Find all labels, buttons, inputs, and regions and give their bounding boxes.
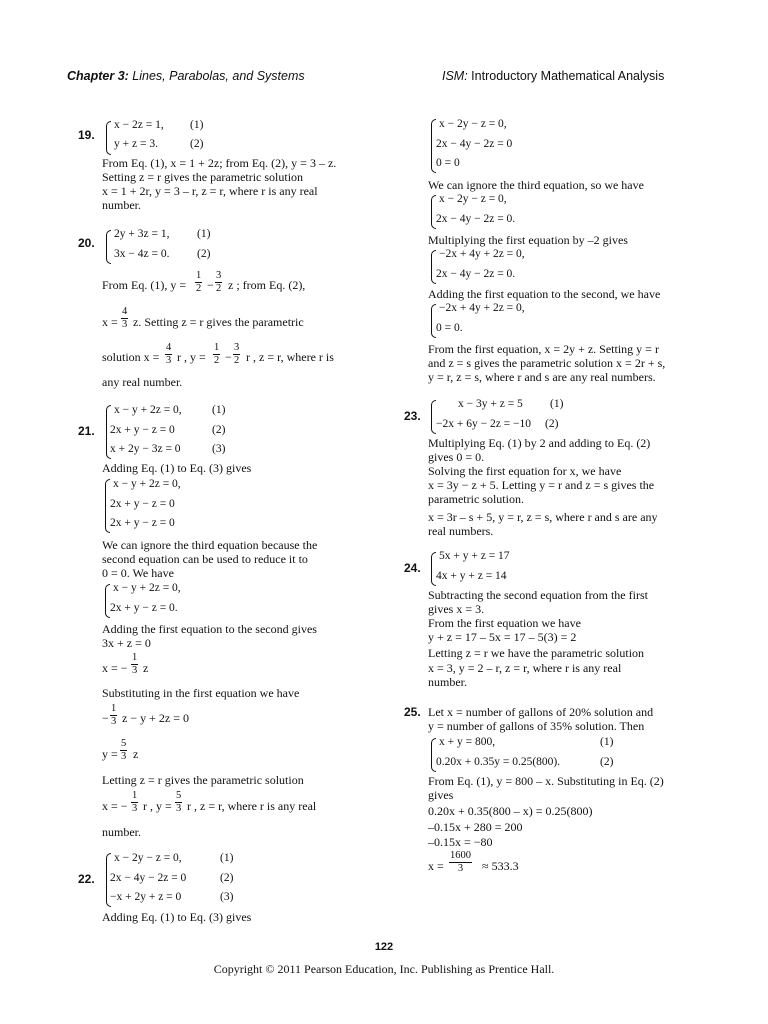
text-line: ≈ 533.3 — [482, 859, 519, 873]
text-line: number. — [428, 675, 467, 689]
equation-tag: (1) — [220, 852, 234, 864]
text-line: Letting z = r we have the parametric solution — [428, 646, 645, 660]
text-line: From the first equation we have — [428, 616, 581, 630]
problem-19-number: 19. — [78, 128, 95, 142]
text-line: –0.15x + 280 = 200 — [428, 820, 523, 834]
chapter-label: Chapter 3: — [67, 69, 129, 83]
problem-22-number: 22. — [78, 872, 95, 886]
equation: −2x + 4y + 2z = 0, — [439, 302, 525, 314]
text-line: r , y = — [143, 799, 172, 813]
text-line: z ; from Eq. (2), — [228, 278, 306, 292]
text-line: x = 3r – s + 5, y = r, z = s, where r and s are any — [428, 510, 658, 524]
chapter-title: Lines, Parabolas, and Systems — [128, 69, 305, 83]
text-line: 0.20x + 0.35(800 – x) = 0.25(800) — [428, 804, 593, 818]
text-line: 3x + z = 0 — [102, 636, 151, 650]
text-line: –0.15x = −80 — [428, 835, 493, 849]
text-line: r , z = r, where r is — [246, 350, 334, 364]
problem-24-number: 24. — [404, 561, 421, 575]
equation-tag: (2) — [190, 138, 204, 150]
text-line: parametric solution. — [428, 492, 524, 506]
equation-tag: (1) — [600, 736, 614, 748]
text-line: Adding Eq. (1) to Eq. (3) gives — [102, 910, 252, 924]
problem-25-number: 25. — [404, 705, 421, 719]
text-line: x = − — [102, 661, 128, 675]
text-line: x = − — [102, 799, 128, 813]
fraction: $\frac{5}{3}$ — [121, 738, 127, 762]
equation: x + 2y − 3z = 0 — [110, 443, 181, 455]
equation: −2x + 4y + 2z = 0, — [439, 248, 525, 260]
text-line: From Eq. (1), y = — [102, 278, 187, 292]
text-line: x = — [102, 315, 118, 329]
equation: 2x + y − z = 0. — [110, 602, 178, 614]
text-line: We can ignore the third equation, so we have — [428, 178, 644, 192]
text-line: number. — [102, 825, 141, 839]
equation-tag: (2) — [212, 424, 226, 436]
equation-tag: (1) — [197, 228, 211, 240]
text-line: and z = s gives the parametric solution x = 2r + s, — [428, 356, 666, 370]
page-number: 122 — [374, 941, 394, 953]
equation: x − 3y + z = 5 — [458, 398, 523, 410]
brace — [106, 121, 111, 155]
running-header-left — [67, 69, 305, 83]
problem-20-number: 20. — [78, 236, 95, 250]
text-line: y = r, z = s, where r and s are any real numbers. — [428, 370, 656, 384]
equation-tag: (2) — [197, 248, 211, 260]
text-line: Adding the first equation to the second gives — [102, 622, 317, 636]
equation: 0 = 0 — [436, 157, 460, 169]
equation: 2x − 4y − 2z = 0 — [110, 872, 187, 884]
equation: x − y + 2z = 0, — [113, 478, 181, 490]
equation: x − y + 2z = 0, — [113, 582, 181, 594]
text-line: From Eq. (1), x = 1 + 2z; from Eq. (2), y = 3 – z. — [102, 156, 337, 170]
fraction: $\frac{1}{2}$ — [214, 342, 220, 366]
equation-tag: (1) — [550, 398, 564, 410]
text-line: solution x = — [102, 350, 160, 364]
text-line: Letting z = r gives the parametric solution — [102, 773, 304, 787]
equation: 2x + y − z = 0 — [110, 517, 175, 529]
text-line: r , y = — [177, 350, 206, 364]
text-line: Substituting in the first equation we have — [102, 686, 300, 700]
equation: −2x + 6y − 2z = −10 — [436, 418, 532, 430]
problem-23-number: 23. — [404, 409, 421, 423]
equation: 2y + 3z = 1, — [114, 228, 170, 240]
equation: 0.20x + 0.35y = 0.25(800). — [436, 756, 561, 768]
text-line: Let x = number of gallons of 20% solution and — [428, 705, 654, 719]
text-line: Setting z = r gives the parametric solution — [102, 170, 304, 184]
minus-sign: − — [225, 350, 232, 364]
equation: x − 2y − z = 0, — [439, 118, 507, 130]
text-line: any real number. — [102, 375, 183, 389]
equation: x − 2z = 1, — [114, 119, 164, 131]
text-line: r , z = r, where r is any real — [187, 799, 317, 813]
fraction: $\frac{4}{3}$ — [122, 306, 128, 330]
book-abbr: ISM: — [442, 69, 468, 83]
text-line: y = — [102, 747, 118, 761]
text-line: Adding Eq. (1) to Eq. (3) gives — [102, 461, 252, 475]
equation: 4x + y + z = 14 — [436, 570, 507, 582]
text-line: Subtracting the second equation from the first — [428, 588, 648, 602]
text-line: number. — [102, 198, 141, 212]
equation: 3x − 4z = 0. — [114, 248, 170, 260]
text-line: z — [143, 661, 149, 675]
equation: 2x − 4y − 2z = 0 — [436, 138, 513, 150]
text-line: y + z = 17 – 5x = 17 – 5(3) = 2 — [428, 630, 577, 644]
book-title: Introductory Mathematical Analysis — [467, 69, 665, 83]
text-line: y = number of gallons of 35% solution. Then — [428, 719, 645, 733]
fraction: $\frac{1}{3}$ — [132, 790, 138, 814]
equation: 2x − 4y − 2z = 0. — [436, 213, 516, 225]
text-line: x = — [428, 859, 444, 873]
fraction: $\frac{3}{2}$ — [234, 342, 240, 366]
brace — [106, 230, 111, 264]
text-line: gives x = 3. — [428, 602, 485, 616]
text-line: second equation can be used to reduce it to — [102, 552, 308, 566]
equation: x − 2y − z = 0, — [114, 852, 182, 864]
equation-tag: (3) — [212, 443, 226, 455]
equation: y + z = 3. — [114, 138, 158, 150]
equation-tag: (2) — [600, 756, 614, 768]
text-line: real numbers. — [428, 524, 494, 538]
equation-tag: (1) — [190, 119, 204, 131]
text-line: gives 0 = 0. — [428, 450, 485, 464]
text-line: z — [133, 747, 139, 761]
fraction: $\frac{3}{2}$ — [216, 270, 222, 294]
text-line: z. Setting z = r gives the parametric — [133, 315, 304, 329]
text-line: gives — [428, 788, 454, 802]
fraction: $\frac{5}{3}$ — [176, 790, 182, 814]
equation: 5x + y + z = 17 — [439, 550, 510, 562]
equation: x − 2y − z = 0, — [439, 193, 507, 205]
text-line: Adding the first equation to the second, we have — [428, 287, 661, 301]
equation: 2x − 4y − 2z = 0. — [436, 268, 516, 280]
text-line: z − y + 2z = 0 — [122, 711, 189, 725]
problem-21-number: 21. — [78, 424, 95, 438]
minus-sign: − — [102, 711, 109, 725]
equation-tag: (2) — [220, 872, 234, 884]
equation: −x + 2y + z = 0 — [110, 891, 182, 903]
copyright-notice: Copyright © 2011 Pearson Education, Inc. Publishing as Prentice Hall. — [213, 962, 555, 976]
text-line: x = 3y − z + 5. Letting y = r and z = s gives the — [428, 478, 655, 492]
fraction: $\frac{1}{2}$ — [196, 270, 202, 294]
running-header-right — [442, 69, 664, 83]
equation: x − y + 2z = 0, — [114, 404, 182, 416]
text-line: x = 1 + 2r, y = 3 – r, z = r, where r is any real — [102, 184, 318, 198]
text-line: Multiplying Eq. (1) by 2 and adding to Eq. (2) — [428, 436, 651, 450]
text-line: Solving the first equation for x, we have — [428, 464, 622, 478]
minus-sign: − — [207, 278, 214, 292]
text-line: 0 = 0. We have — [102, 566, 174, 580]
equation-tag: (2) — [545, 418, 559, 430]
text-line: x = 3, y = 2 – r, z = r, where r is any real — [428, 661, 622, 675]
text-line: From Eq. (1), y = 800 – x. Substituting in Eq. (2) — [428, 774, 664, 788]
equation-tag: (3) — [220, 891, 234, 903]
fraction: $\frac{1}{3}$ — [132, 652, 138, 676]
text-line: We can ignore the third equation because the — [102, 538, 318, 552]
equation: 2x + y − z = 0 — [110, 424, 175, 436]
equation-tag: (1) — [212, 404, 226, 416]
text-line: Multiplying the first equation by –2 gives — [428, 233, 628, 247]
equation: 2x + y − z = 0 — [110, 498, 175, 510]
fraction: $\frac{1}{3}$ — [111, 703, 117, 727]
fraction: $\frac{1600}{3}$ — [450, 850, 471, 874]
equation: x + y = 800, — [439, 736, 496, 748]
fraction: $\frac{4}{3}$ — [166, 342, 172, 366]
text-line: From the first equation, x = 2y + z. Setting y = r — [428, 342, 659, 356]
equation: 0 = 0. — [436, 322, 463, 334]
